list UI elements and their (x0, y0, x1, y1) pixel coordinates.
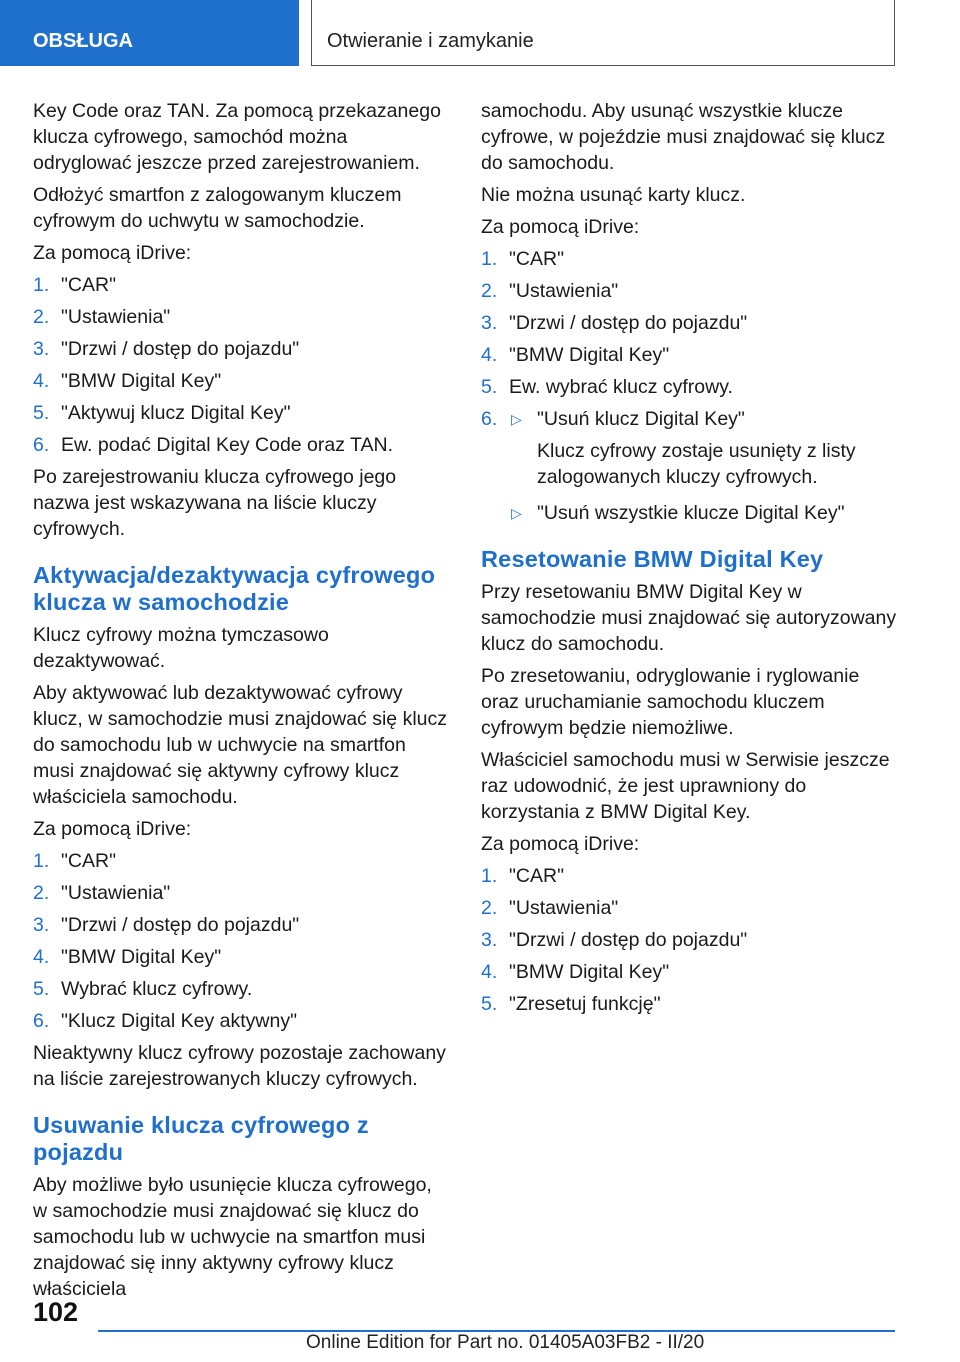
sub-option-note: Klucz cyfrowy zostaje usunięty z listy zalogowanych kluczy cyfrowych. (537, 440, 856, 488)
steps-list (33, 272, 451, 458)
footer-edition: Online Edition for Part no. 01405A03FB2 - II/20 (306, 1332, 705, 1353)
step-text: "BMW Digital Key" (509, 961, 670, 983)
step-number: 5. (481, 993, 498, 1015)
paragraph: Aby aktywować lub dezaktywować cyfrowy klucz, w samochodzie musi znajdować się klucz do samochodu lub w uchwycie na smartfon musi znajdować się aktywny cyfrowy klucz właściciela samochodu. (33, 682, 447, 808)
step-text: "BMW Digital Key" (509, 344, 670, 366)
step-text: "Ustawienia" (61, 306, 171, 328)
left-column (33, 98, 451, 1308)
page-header (0, 0, 960, 66)
step-number: 2. (33, 882, 50, 904)
step-text: "Drzwi / dostęp do pojazdu" (509, 312, 748, 334)
list-item (481, 959, 899, 985)
list-item (481, 342, 899, 368)
step-text: Wybrać klucz cyfrowy. (61, 978, 253, 1000)
triangle-right-icon: ▷ (511, 411, 522, 427)
step-text: "CAR" (61, 850, 117, 872)
list-item (481, 895, 899, 921)
step-text: "Ustawienia" (509, 280, 619, 302)
list-item (481, 246, 899, 272)
step-text: "Drzwi / dostęp do pojazdu" (61, 338, 300, 360)
step-number: 2. (481, 897, 498, 919)
sub-option-label: "Usuń wszystkie klucze Digital Key" (537, 502, 845, 524)
step-number: 1. (481, 248, 498, 270)
step-number: 1. (33, 850, 50, 872)
list-item (33, 336, 451, 362)
list-item (33, 1008, 451, 1034)
list-item (481, 374, 899, 400)
step-text: "Ustawienia" (509, 897, 619, 919)
step-number: 3. (481, 312, 498, 334)
step-number: 4. (481, 344, 498, 366)
paragraph: Klucz cyfrowy można tymczasowo dezaktywować. (33, 624, 329, 672)
step-number: 2. (481, 280, 498, 302)
paragraph: Przy resetowaniu BMW Digital Key w samochodzie musi znajdować się autoryzowany klucz do samochodu. (481, 581, 897, 655)
list-item (33, 304, 451, 330)
paragraph: Za pomocą iDrive: (481, 833, 640, 855)
paragraph: Aby możliwe było usunięcie klucza cyfrowego, w samochodzie musi znajdować się klucz do samochodu lub w uchwycie na smartfon musi znajdować się inny aktywny cyfrowy klucz właściciela (33, 1174, 432, 1300)
step-text: "Drzwi / dostęp do pojazdu" (509, 929, 748, 951)
step-number: 3. (481, 929, 498, 951)
paragraph: samochodu. Aby usunąć wszystkie klucze cyfrowe, w pojeździe musi znajdować się klucz do samochodu. (481, 100, 886, 174)
paragraph: Po zarejestrowaniu klucza cyfrowego jego nazwa jest wskazywana na liście kluczy cyfrowych. (33, 466, 397, 540)
step-number: 6. (33, 434, 50, 456)
step-text: "Ustawienia" (61, 882, 171, 904)
step-text: Ew. podać Digital Key Code oraz TAN. (61, 434, 394, 456)
list-item (481, 406, 899, 526)
section-heading: Usuwanie klucza cyfrowego z pojazdu (33, 1112, 369, 1165)
sub-option (509, 406, 899, 432)
step-number: 5. (33, 978, 50, 1000)
list-item (33, 432, 451, 458)
list-item (33, 912, 451, 938)
list-item (33, 944, 451, 970)
list-item (33, 848, 451, 874)
list-item (481, 927, 899, 953)
page-number: 102 (33, 1297, 79, 1327)
list-item (481, 278, 899, 304)
step-number: 5. (33, 402, 50, 424)
list-item (481, 991, 899, 1017)
list-item (33, 880, 451, 906)
paragraph: Za pomocą iDrive: (33, 242, 192, 264)
steps-list (481, 863, 899, 1017)
list-item (33, 976, 451, 1002)
paragraph: Key Code oraz TAN. Za pomocą przekazanego klucza cyfrowego, samochód można odryglować jeszcze przed zarejestrowaniem. (33, 100, 441, 174)
list-item (33, 368, 451, 394)
triangle-right-icon: ▷ (511, 505, 522, 521)
section-heading: Aktywacja/dezaktywacja cyfrowego klucza w samochodzie (33, 562, 436, 615)
list-item (481, 310, 899, 336)
sub-option (509, 500, 899, 526)
list-item (33, 400, 451, 426)
paragraph: Po zresetowaniu, odryglowanie i ryglowanie oraz uruchamianie samochodu kluczem cyfrowym będzie niemożliwe. (481, 665, 860, 739)
section-heading: Resetowanie BMW Digital Key (481, 546, 824, 572)
step-text: "BMW Digital Key" (61, 370, 222, 392)
list-item (481, 863, 899, 889)
step-text: "Klucz Digital Key aktywny" (61, 1010, 298, 1032)
step-text: "Aktywuj klucz Digital Key" (61, 402, 291, 424)
step-number: 6. (481, 408, 498, 430)
step-number: 1. (33, 274, 50, 296)
steps-list (481, 246, 899, 400)
step-number: 4. (33, 370, 50, 392)
steps-list-step6 (481, 406, 899, 526)
step-number: 1. (481, 865, 498, 887)
step-text: "BMW Digital Key" (61, 946, 222, 968)
step-text: "Zresetuj funkcję" (509, 993, 661, 1015)
chapter-tab: Otwieranie i zamykanie (311, 0, 895, 66)
step-number: 6. (33, 1010, 50, 1032)
step-number: 2. (33, 306, 50, 328)
step-text: "CAR" (509, 865, 565, 887)
sub-options (509, 406, 899, 526)
step-number: 3. (33, 914, 50, 936)
paragraph: Za pomocą iDrive: (33, 818, 192, 840)
sub-option-label: "Usuń klucz Digital Key" (537, 408, 745, 430)
paragraph: Właściciel samochodu musi w Serwisie jeszcze raz udowodnić, że jest uprawniony do korzystania z BMW Digital Key. (481, 749, 890, 823)
step-number: 4. (33, 946, 50, 968)
paragraph: Odłożyć smartfon z zalogowanym kluczem cyfrowym do uchwytu w samochodzie. (33, 184, 402, 232)
section-tab: OBSŁUGA (0, 0, 299, 66)
paragraph: Za pomocą iDrive: (481, 216, 640, 238)
step-text: "Drzwi / dostęp do pojazdu" (61, 914, 300, 936)
step-number: 3. (33, 338, 50, 360)
right-column (481, 98, 899, 1023)
paragraph: Nieaktywny klucz cyfrowy pozostaje zachowany na liście zarejestrowanych kluczy cyfrowych. (33, 1042, 446, 1090)
steps-list (33, 848, 451, 1034)
list-item (33, 272, 451, 298)
step-text: "CAR" (509, 248, 565, 270)
step-text: "CAR" (61, 274, 117, 296)
step-number: 5. (481, 376, 498, 398)
step-text: Ew. wybrać klucz cyfrowy. (509, 376, 733, 398)
paragraph: Nie można usunąć karty klucz. (481, 184, 746, 206)
step-number: 4. (481, 961, 498, 983)
